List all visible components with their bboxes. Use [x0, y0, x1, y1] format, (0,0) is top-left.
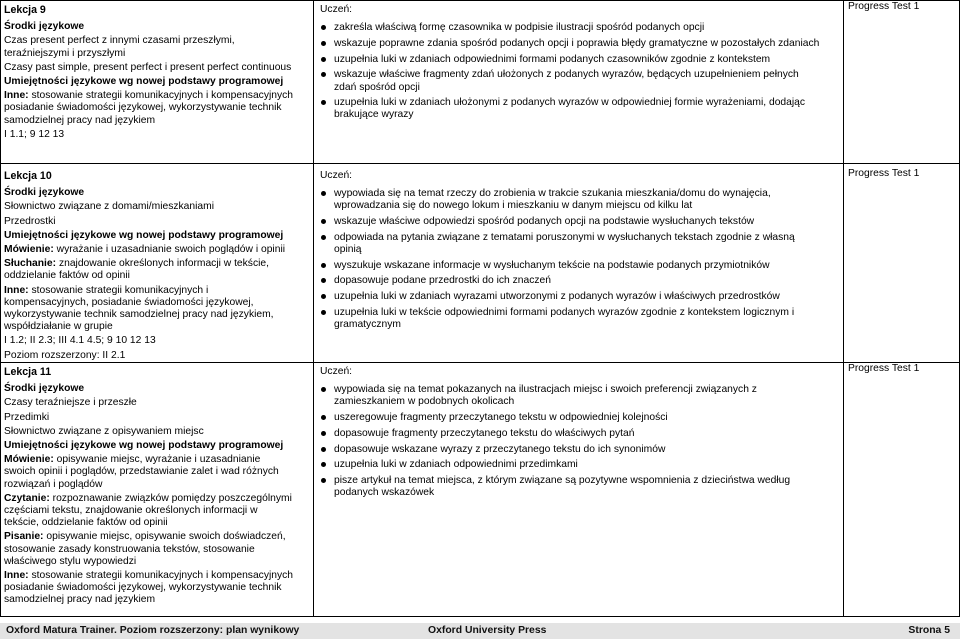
table-divider-1: [313, 0, 314, 616]
list-item: uzupełnia luki w zdaniach ułożonymi z podanych wyrazów w odpowiedniej formie wyrażeniami, dodając brakujące wyrazy: [320, 97, 820, 121]
section-heading: Środki językowe: [4, 21, 85, 33]
curriculum-codes: I 1.1; 9 12 13: [4, 128, 65, 140]
skill-entry: [4, 454, 294, 491]
lesson-10-details: [4, 170, 294, 364]
section-heading: Środki językowe: [4, 383, 85, 395]
grammar-topic: Przedimki: [4, 411, 50, 423]
skill-text: rozpoznawanie związków pomiędzy poszczególnymi częściami tekstu, znajdowanie określonych informacji w tekście, oddzielanie faktów od opinii: [4, 492, 292, 529]
skill-entry: [4, 90, 294, 127]
skills-heading: Umiejętności językowe wg nowej podstawy programowej: [4, 76, 284, 88]
skill-label: Mówienie:: [4, 244, 54, 256]
skill-text: opisywanie miejsc, opisywanie swoich doświadczeń, stosowanie zasady konstruowania tekstów, stosowanie właściwego stylu wypowiedzi: [4, 531, 286, 567]
skill-label: Inne:: [4, 284, 29, 296]
progress-test-label: Progress Test 1: [848, 1, 920, 12]
list-item: odpowiada na pytania związane z tematami poruszonymi w wysłuchanych tekstach zgodnie z własną opinią: [320, 232, 820, 256]
lesson-11-details: [4, 366, 294, 609]
skill-entry: [4, 531, 294, 568]
lesson-10-objectives: [320, 170, 820, 335]
lesson-9-objectives: [320, 4, 820, 125]
progress-test-label: Progress Test 1: [848, 363, 920, 374]
student-label: Uczeń:: [320, 4, 353, 15]
row-divider-1: [0, 163, 960, 164]
footer-publisher: Oxford University Press: [428, 625, 547, 636]
list-item: uzupełnia luki w zdaniach odpowiednimi formami podanych czasowników zgodnie z kontekstem: [320, 54, 820, 66]
skill-label: Inne:: [4, 90, 29, 102]
skill-entry: [4, 285, 294, 334]
list-item: wypowiada się na temat pokazanych na ilustracjach miejsc i swoich preferencji związanych z zamieszkaniem w podobnych okolicach: [320, 384, 820, 408]
skill-label: Mówienie:: [4, 454, 54, 466]
skill-text: opisywanie miejsc, wyrażanie i uzasadnianie swoich opinii i poglądów, przedstawianie zalet i wad różnych rozwiązań i poglądów: [4, 454, 279, 490]
skill-label: Czytanie:: [4, 492, 50, 504]
list-item: wypowiada się na temat rzeczy do zrobienia w trakcie szukania mieszkania/domu do wynajęcia, wprowadzania się do nowego lokum i mieszkaniu w danym miejscu od kilku lat: [320, 188, 820, 212]
list-item: wyszukuje wskazane informacje w wysłuchanym tekście na podstawie podanych przymiotników: [320, 260, 820, 272]
lesson-title: Lekcja 11: [4, 366, 52, 378]
list-item: wskazuje poprawne zdania spośród podanych opcji i poprawia błędy gramatyczne w pozostałych zdaniach: [320, 38, 820, 50]
list-item: uzupełnia luki w zdaniach wyrazami utworzonymi z podanych wyrazów i właściwych przedrostków: [320, 291, 820, 303]
footer-title: Oxford Matura Trainer. Poziom rozszerzony: plan wynikowy: [6, 625, 300, 636]
skill-text: stosowanie strategii komunikacyjnych i kompensacyjnych posiadanie świadomości językowej, wykorzystywanie technik samodzielnej pracy nad językiem: [4, 570, 294, 606]
vocabulary-topic: Słownictwo związane z opisywaniem miejsc: [4, 425, 204, 437]
list-item: uzupełnia luki w zdaniach odpowiednimi przedimkami: [320, 459, 820, 471]
list-item: pisze artykuł na temat miejsca, z którym związane są pozytywne wspomnienia z dzieciństwa według podanych wskazówek: [320, 475, 820, 499]
list-item: uszeregowuje fragmenty przeczytanego tekstu w odpowiedniej kolejności: [320, 412, 820, 424]
skills-heading: Umiejętności językowe wg nowej podstawy programowej: [4, 440, 284, 452]
vocabulary-topic: Słownictwo związane z domami/mieszkaniami: [4, 201, 215, 213]
lesson-title: Lekcja 10: [4, 170, 52, 182]
grammar-topic: Czasy past simple, present perfect i present perfect continuous: [4, 61, 292, 73]
list-item: dopasowuje podane przedrostki do ich znaczeń: [320, 275, 820, 287]
skill-entry: [4, 493, 294, 530]
skill-text: stosowanie strategii komunikacyjnych i kompensacyjnych posiadanie świadomości językowej, wykorzystywanie technik samodzielnej pracy nad językiem: [4, 90, 294, 126]
objectives-list: [320, 384, 820, 499]
student-label: Uczeń:: [320, 366, 353, 377]
list-item: zakreśla właściwą formę czasownika w podpisie ilustracji spośród podanych opcji: [320, 22, 820, 34]
grammar-topic: Czasy teraźniejsze i przeszłe: [4, 397, 137, 409]
lesson-11-objectives: [320, 366, 820, 503]
grammar-topic: Przedrostki: [4, 215, 56, 227]
curriculum-codes: I 1.2; II 2.3; III 4.1 4.5; 9 10 12 13: [4, 335, 156, 347]
skill-entry: [4, 244, 294, 256]
skill-entry: [4, 258, 294, 282]
progress-test-label: Progress Test 1: [848, 168, 920, 179]
skill-text: znajdowanie określonych informacji w tekście, oddzielanie faktów od opinii: [4, 258, 269, 282]
lesson-9-details: [4, 4, 294, 143]
student-label: Uczeń:: [320, 170, 353, 181]
page-footer: [0, 623, 960, 639]
curriculum-codes-extended: Poziom rozszerzony: II 2.1: [4, 349, 126, 361]
list-item: wskazuje właściwe odpowiedzi spośród podanych opcji na podstawie wysłuchanych tekstów: [320, 216, 820, 228]
skill-entry: [4, 570, 294, 607]
skill-label: Słuchanie:: [4, 258, 57, 270]
list-item: dopasowuje fragmenty przeczytanego tekstu do właściwych pytań: [320, 428, 820, 440]
table-divider-2: [843, 0, 844, 616]
table-border-bottom: [0, 616, 960, 617]
skills-heading: Umiejętności językowe wg nowej podstawy programowej: [4, 229, 284, 241]
skill-label: Pisanie:: [4, 531, 44, 543]
lesson-title: Lekcja 9: [4, 4, 46, 16]
section-heading: Środki językowe: [4, 187, 85, 199]
table-border-top: [0, 0, 960, 1]
list-item: wskazuje właściwe fragmenty zdań ułożonych z podanych wyrazów, będących uzupełnieniem pełnych zdań spośród opcji: [320, 69, 820, 93]
skill-text: wyrażanie i uzasadnianie swoich poglądów i opinii: [53, 244, 286, 256]
table-border-left: [0, 0, 1, 616]
list-item: dopasowuje wskazane wyrazy z przeczytanego tekstu do ich synonimów: [320, 444, 820, 456]
skill-label: Inne:: [4, 570, 29, 582]
page-number: Strona 5: [908, 625, 950, 636]
objectives-list: [320, 22, 820, 121]
grammar-topic: Czas present perfect z innymi czasami przeszłymi, teraźniejszymi i przyszłymi: [4, 35, 235, 59]
list-item: uzupełnia luki w tekście odpowiednimi formami podanych wyrazów zgodnie z kontekstem logicznym i gramatycznym: [320, 307, 820, 331]
skill-text: stosowanie strategii komunikacyjnych i kompensacyjnych, posiadanie świadomości językowej, wykorzystywanie technik samodzielnej pracy nad językiem, współdziałanie w grupie: [4, 284, 274, 333]
objectives-list: [320, 188, 820, 331]
